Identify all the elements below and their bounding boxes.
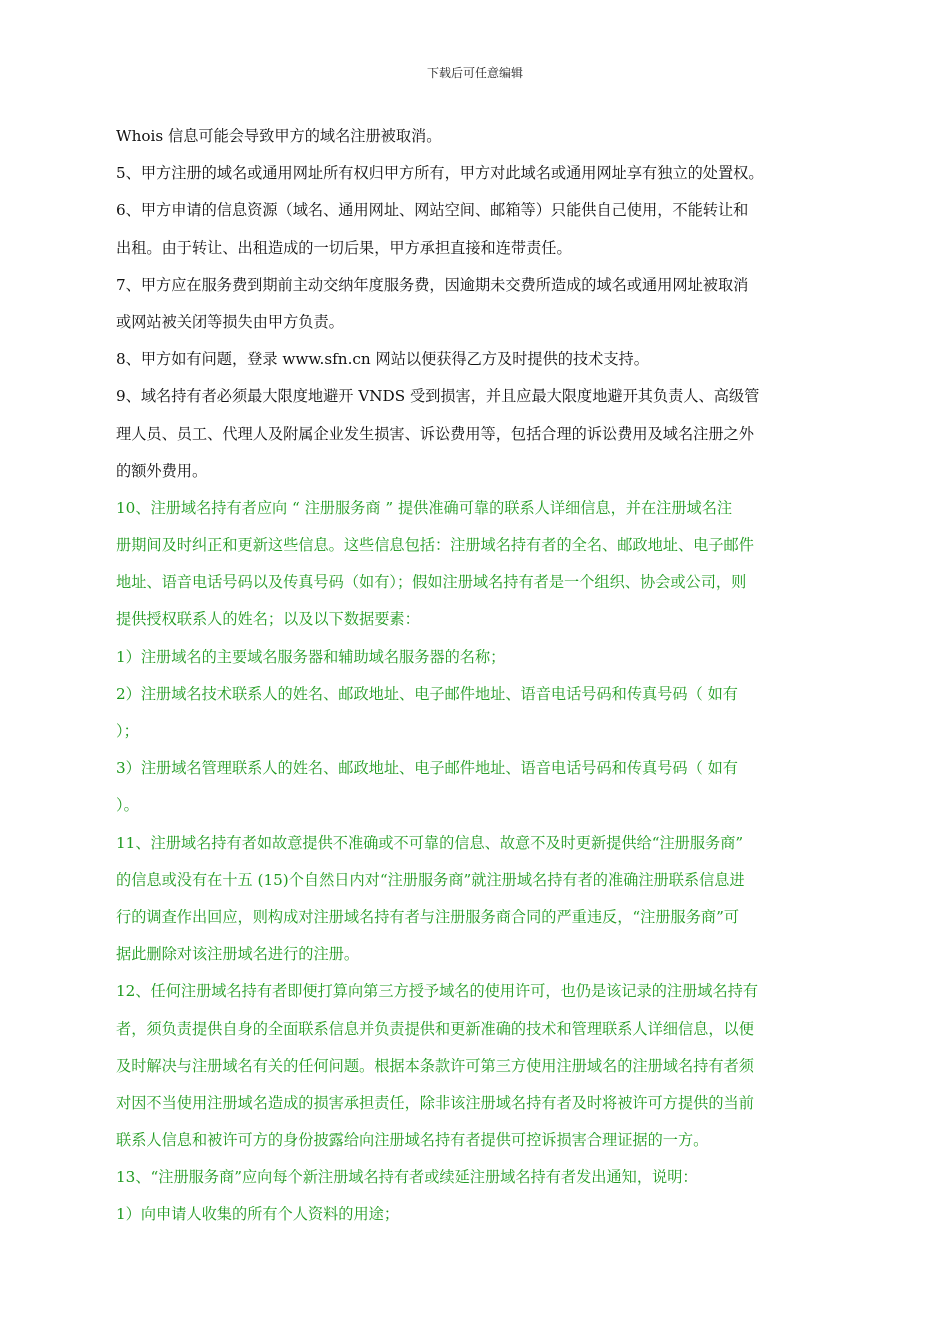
text-line: 9、域名持有者必须最大限度地避开 VNDS 受到损害，并且应最大限度地避开其负责人、高级管 — [116, 387, 760, 406]
text-line: 的额外费用。 — [116, 461, 208, 480]
text-line: 5、甲方注册的域名或通用网址所有权归甲方所有，甲方对此域名或通用网址享有独立的处置权。 — [116, 164, 764, 183]
text-line: 3）注册域名管理联系人的姓名、邮政地址、电子邮件地址、语音电话号码和传真号码（ 如有 — [116, 759, 738, 778]
text-line: 行的调查作出回应，则构成对注册域名持有者与注册服务商合同的严重违反，“注册服务商”可 — [116, 907, 740, 926]
text-line: ）； — [116, 722, 139, 740]
text-line: 2）注册域名技术联系人的姓名、邮政地址、电子邮件地址、语音电话号码和传真号码（ 如有 — [116, 684, 738, 703]
text-line: 对因不当使用注册域名造成的损害承担责任，除非该注册域名持有者及时将被许可方提供的当前 — [116, 1093, 754, 1112]
text-line: 或网站被关闭等损失由甲方负责。 — [116, 312, 344, 331]
text-line: 册期间及时纠正和更新这些信息。这些信息包括：注册域名持有者的全名、邮政地址、电子邮件 — [116, 536, 754, 555]
text-line: 地址、语音电话号码以及传真号码（如有）；假如注册域名持有者是一个组织、协会或公司，则 — [116, 573, 747, 592]
text-line: 理人员、员工、代理人及附属企业发生损害、诉讼费用等，包括合理的诉讼费用及域名注册之外 — [116, 424, 754, 443]
text-line: 7、甲方应在服务费到期前主动交纳年度服务费，因逾期未交费所造成的域名或通用网址被取消 — [116, 275, 749, 294]
text-line: 6、甲方申请的信息资源（域名、通用网址、网站空间、邮箱等）只能供自己使用，不能转让和 — [116, 201, 749, 220]
text-line: 8、甲方如有问题，登录 www.sfn.cn 网站以便获得乙方及时提供的技术支持。 — [116, 350, 649, 369]
text-line: ）。 — [116, 796, 139, 815]
document-body — [116, 118, 821, 1234]
text-line: 1）向申请人收集的所有个人资料的用途； — [116, 1205, 400, 1224]
page-header: 下载后可任意编辑 — [426, 66, 523, 80]
text-line: Whois 信息可能会导致甲方的域名注册被取消。 — [116, 127, 442, 145]
text-line: 及时解决与注册域名有关的任何问题。根据本条款许可第三方使用注册域名的注册域名持有者须 — [116, 1056, 754, 1075]
text-line: 12、任何注册域名持有者即便打算向第三方授予域名的使用许可，也仍是该记录的注册域名持有 — [116, 982, 759, 1001]
text-line: 10、注册域名持有者应向 “ 注册服务商 ” 提供准确可靠的联系人详细信息，并在注册域名注 — [116, 498, 733, 517]
text-line: 出租。由于转让、出租造成的一切后果，甲方承担直接和连带责任。 — [116, 238, 572, 257]
text-line: 的信息或没有在十五 (15)个自然日内对“注册服务商”就注册域名持有者的准确注册联系信息进 — [116, 870, 745, 889]
text-line: 1）注册域名的主要域名服务器和辅助域名服务器的名称； — [116, 647, 506, 666]
text-line: 13、“注册服务商”应向每个新注册域名持有者或续延注册域名持有者发出通知，说明： — [116, 1168, 698, 1187]
text-line: 者，须负责提供自身的全面联系信息并负责提供和更新准确的技术和管理联系人详细信息，以便 — [116, 1019, 754, 1038]
text-line: 据此删除对该注册域名进行的注册。 — [116, 945, 359, 964]
text-line: 提供授权联系人的姓名；以及以下数据要素： — [116, 610, 420, 629]
text-line: 联系人信息和被许可方的身份披露给向注册域名持有者提供可控诉损害合理证据的一方。 — [116, 1131, 709, 1150]
text-line: 11、注册域名持有者如故意提供不准确或不可靠的信息、故意不及时更新提供给“注册服务商” — [116, 833, 744, 852]
